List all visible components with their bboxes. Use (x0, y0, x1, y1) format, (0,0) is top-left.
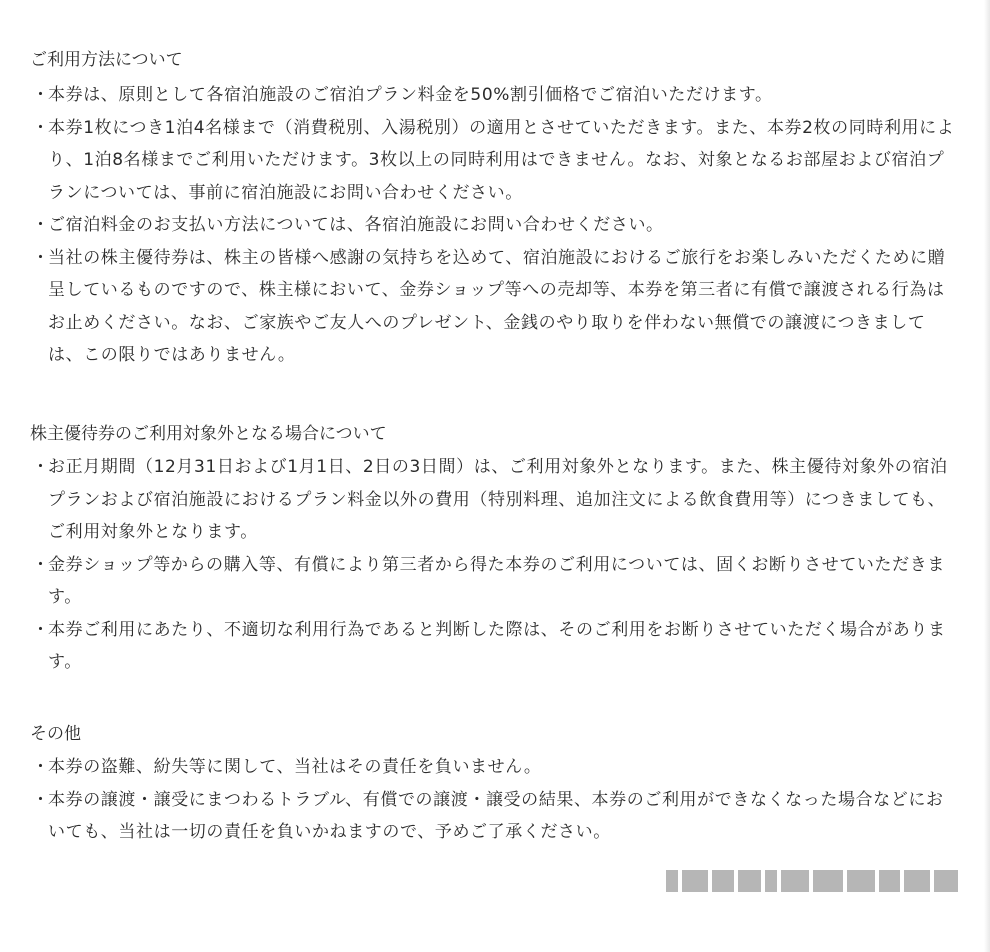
list-item-text: 本券の盗難、紛失等に関して、当社はその責任を負いません。 (48, 757, 542, 777)
list-item (30, 242, 960, 372)
redaction-pixel (813, 870, 843, 892)
list-item (30, 751, 960, 784)
section-other (30, 721, 960, 849)
page-edge-shadow (984, 0, 990, 952)
section-exclusions (30, 421, 960, 679)
redaction-pixel (934, 870, 958, 892)
redaction-pixel (666, 870, 678, 892)
list-item-text: 金券ショップ等からの購入等、有償により第三者から得た本券のご利用については、固くお断りさせていただきます。 (48, 554, 945, 607)
redaction-pixel (904, 870, 930, 892)
list-item-text: お正月期間（12月31日および1月1日、2日の3日間）は、ご利用対象外となります。また、株主優待対象外の宿泊プランおよび宿泊施設におけるプラン料金以外の費用（特別料理、追加注文による飲食費用等）につきましても、ご利用対象外となります。 (48, 457, 948, 542)
redaction-pixel (847, 870, 875, 892)
list-item-text: 本券は、原則として各宿泊施設のご宿泊プラン料金を50%割引価格でご宿泊いただけます。 (48, 85, 773, 105)
list-item (30, 209, 960, 242)
bullet-list (30, 79, 960, 372)
bullet-mark: ・ (32, 215, 50, 235)
bullet-mark: ・ (32, 757, 50, 777)
section-heading: 株主優待券のご利用対象外となる場合について (30, 424, 387, 444)
redaction-pixel (879, 870, 901, 892)
redaction-pixel (712, 870, 734, 892)
redaction-pixel (738, 870, 762, 892)
list-item-text: ご宿泊料金のお支払い方法については、各宿泊施設にお問い合わせください。 (48, 215, 664, 235)
bullet-list (30, 751, 960, 849)
redaction-pixel (765, 870, 777, 892)
redacted-text-block (666, 866, 958, 896)
bullet-list (30, 451, 960, 679)
list-item-text: 本券ご利用にあたり、不適切な利用行為であると判断した際は、そのご利用をお断りさせていただく場合があります。 (48, 619, 946, 672)
list-item (30, 549, 960, 614)
list-item (30, 451, 960, 549)
bullet-mark: ・ (32, 457, 50, 477)
list-item (30, 79, 960, 112)
bullet-mark: ・ (32, 789, 50, 810)
bullet-mark: ・ (32, 85, 50, 105)
bullet-mark: ・ (32, 554, 50, 575)
section-heading: その他 (30, 724, 81, 744)
list-item (30, 112, 960, 210)
bullet-mark: ・ (32, 117, 50, 138)
list-item-text: 本券の譲渡・譲受にまつわるトラブル、有償での譲渡・譲受の結果、本券のご利用ができなくなった場合などにおいても、当社は一切の責任を負いかねますので、予めご了承ください。 (48, 789, 944, 842)
list-item-text: 当社の株主優待券は、株主の皆様へ感謝の気持ちを込めて、宿泊施設におけるご旅行をお楽しみいただくために贈呈しているものですので、株主様において、金券ショップ等への売却等、本券を第三者に有償で譲渡される行為はお止めください。なお、ご家族やご友人へのプレゼント、金銭のやり取りを伴わない無償での譲渡につきましては、この限りではありません。 (48, 247, 946, 365)
list-item-text: 本券1枚につき1泊4名様まで（消費税別、入湯税別）の適用とさせていただきます。また、本券2枚の同時利用により、1泊8名様までご利用いただけます。3枚以上の同時利用はできません。なお、対象となるお部屋および宿泊プランについては、事前に宿泊施設にお問い合わせください。 (48, 117, 955, 203)
redaction-pixel (781, 870, 809, 892)
section-usage (30, 47, 960, 372)
bullet-mark: ・ (32, 247, 50, 268)
list-item (30, 614, 960, 679)
list-item (30, 784, 960, 849)
section-heading: ご利用方法について (30, 50, 183, 70)
redaction-pixel (682, 870, 708, 892)
bullet-mark: ・ (32, 619, 50, 640)
